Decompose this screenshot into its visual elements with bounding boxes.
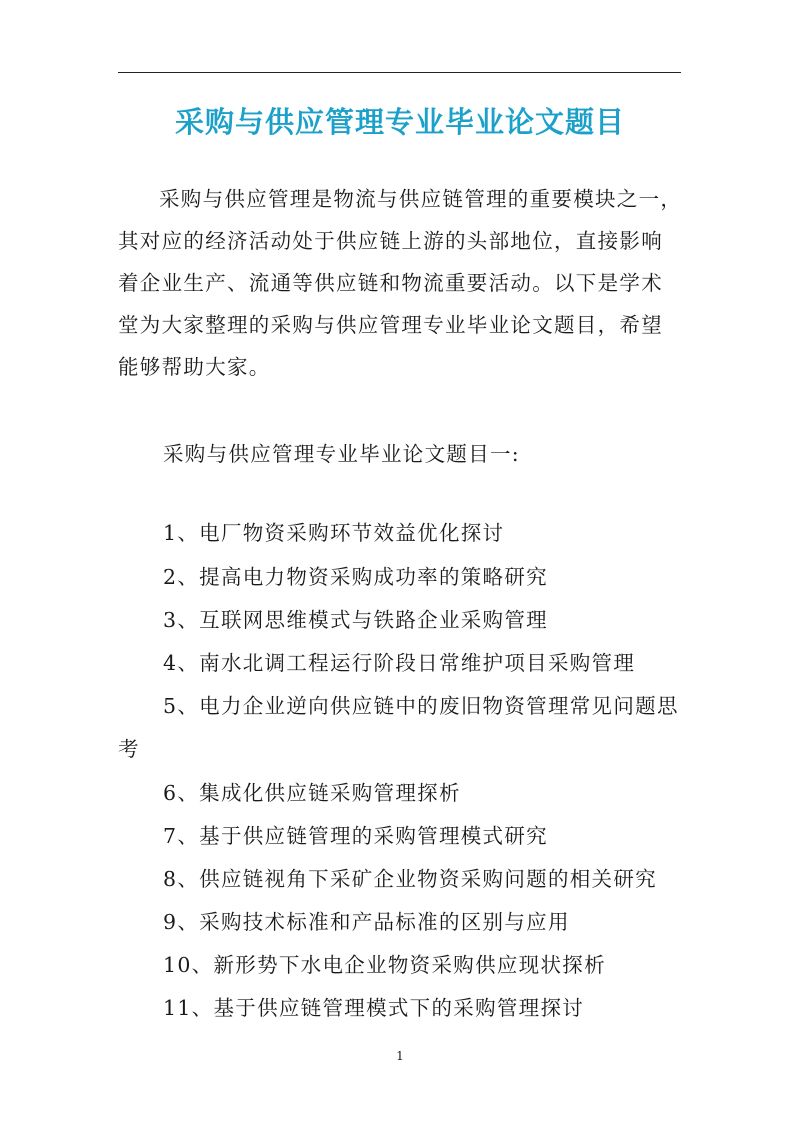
list-item: 7、基于供应链管理的采购管理模式研究 — [163, 824, 548, 848]
document-title: 采购与供应管理专业毕业论文题目 — [174, 105, 625, 139]
list-item: 5、电力企业逆向供应链中的废旧物资管理常见问题思 — [163, 694, 679, 718]
list-item: 9、采购技术标准和产品标准的区别与应用 — [163, 910, 570, 934]
page-number: 1 — [396, 1049, 404, 1063]
intro-paragraph: 采购与供应管理是物流与供应链管理的重要模块之一，其对应的经济活动处于供应链上游的头部地位，直接影响着企业生产、流通等供应链和物流重要活动。以下是学术堂为大家整理的采购与供应管理专业毕业论文题目，希望能够帮助大家。 — [118, 187, 683, 379]
section-heading: 采购与供应管理专业毕业论文题目一: — [163, 442, 521, 466]
list-item: 1、电厂物资采购环节效益优化探讨 — [163, 521, 505, 545]
list-item-continuation: 考 — [118, 737, 140, 761]
list-item: 4、南水北调工程运行阶段日常维护项目采购管理 — [163, 651, 636, 675]
list-item: 6、集成化供应链采购管理探析 — [163, 781, 461, 805]
list-item: 10、新形势下水电企业物资采购供应现状探析 — [163, 953, 606, 977]
list-item: 2、提高电力物资采购成功率的策略研究 — [163, 565, 548, 589]
list-item: 8、供应链视角下采矿企业物资采购问题的相关研究 — [163, 867, 657, 891]
list-item: 3、互联网思维模式与铁路企业采购管理 — [163, 608, 548, 632]
top-rule — [118, 72, 681, 73]
list-item: 11、基于供应链管理模式下的采购管理探讨 — [163, 996, 585, 1020]
